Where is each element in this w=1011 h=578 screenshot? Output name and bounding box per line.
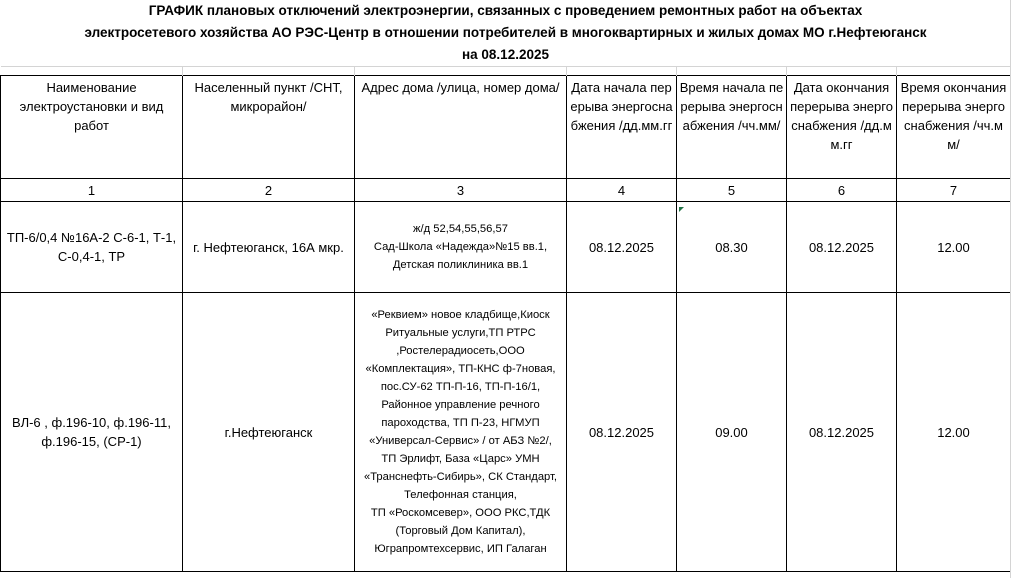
- column-number[interactable]: 4: [567, 179, 677, 202]
- title-line-3[interactable]: на 08.12.2025: [462, 47, 549, 62]
- title-line-2[interactable]: электросетевого хозяйства АО РЭС-Центр в отношении потребителей в многоквартирных и жилых домах МО г.Нефтеюганск: [84, 25, 927, 40]
- locality-cell[interactable]: г. Нефтеюганск, 16А мкр.: [183, 202, 355, 293]
- start-time-cell[interactable]: 09.00: [677, 293, 787, 572]
- end-time-cell[interactable]: 12.00: [897, 293, 1011, 572]
- installation-cell[interactable]: ТП-6/0,4 №16А-2 С-6-1, Т-1, С-0,4-1, ТР: [1, 202, 183, 293]
- end-time-cell[interactable]: 12.00: [897, 202, 1011, 293]
- start-time-cell[interactable]: 08.30: [677, 202, 787, 293]
- address-line: Телефонная станция,: [404, 489, 517, 501]
- header-end-date[interactable]: Дата окончания перерыва энергоснабжения /дд.мм.гг: [787, 76, 897, 179]
- address-line: Юграпромтехсервис, ИП Галаган: [374, 543, 547, 555]
- comment-indicator-icon: [679, 207, 684, 212]
- header-locality[interactable]: Населенный пункт /СНТ, микрорайон/: [183, 76, 355, 179]
- address-line: ж/д 52,54,55,56,57: [413, 223, 508, 235]
- address-line: ,Ростелерадиосеть,ООО: [396, 345, 525, 357]
- header-start-date[interactable]: Дата начала перерыва энергоснабжения /дд.мм.гг: [567, 76, 677, 179]
- address-line: «Универсал-Сервис» / от АБЗ №2/,: [369, 435, 552, 447]
- column-number[interactable]: 3: [355, 179, 567, 202]
- column-number[interactable]: 6: [787, 179, 897, 202]
- address-cell[interactable]: [355, 202, 567, 293]
- empty-cell[interactable]: [677, 67, 787, 76]
- empty-cell[interactable]: [355, 67, 567, 76]
- address-cell[interactable]: [355, 293, 567, 572]
- address-line: Районное управление речного: [381, 399, 540, 411]
- header-installation[interactable]: Наименование электроустановки и вид работ: [1, 76, 183, 179]
- installation-cell[interactable]: ВЛ-6 , ф.196-10, ф.196-11, ф.196-15, (СР-1): [1, 293, 183, 572]
- table-row: [1, 202, 1011, 293]
- header-row: [1, 76, 1011, 179]
- address-line: Ритуальные услуги,ТП РТРС: [385, 327, 536, 339]
- address-line: (Торговый Дом Капитал),: [395, 525, 526, 537]
- start-date-cell[interactable]: 08.12.2025: [567, 293, 677, 572]
- empty-cell[interactable]: [897, 67, 1011, 76]
- header-address[interactable]: Адрес дома /улица, номер дома/: [355, 76, 567, 179]
- header-end-time[interactable]: Время окончания перерыва энергоснабжения /чч.мм/: [897, 76, 1011, 179]
- address-line: «Транснефть-Сибирь», СК Стандарт,: [363, 471, 558, 483]
- end-date-cell[interactable]: 08.12.2025: [787, 202, 897, 293]
- column-number[interactable]: 7: [897, 179, 1011, 202]
- empty-cell[interactable]: [567, 67, 677, 76]
- header-start-time[interactable]: Время начала перерыва энергоснабжения /чч.мм/: [677, 76, 787, 179]
- address-line: ТП «Роскомсевер», ООО РКС,ТДК: [370, 507, 551, 519]
- address-line: пос.СУ-62 ТП-П-16, ТП-П-16/1,: [380, 381, 541, 393]
- locality-cell[interactable]: г.Нефтеюганск: [183, 293, 355, 572]
- column-number-row: [1, 179, 1011, 202]
- empty-cell[interactable]: [183, 67, 355, 76]
- title-line-1[interactable]: ГРАФИК плановых отключений электроэнергии, связанных с проведением ремонтных работ на объектах: [148, 3, 863, 18]
- column-number[interactable]: 5: [677, 179, 787, 202]
- address-line: Сад-Школа «Надежда»№15 вв.1,: [373, 241, 548, 253]
- address-line: Детская поликлиника вв.1: [392, 259, 529, 271]
- address-line: пароходства, ТП П-23, НГМУП: [381, 417, 540, 429]
- address-line: «Комплектация», ТП-КНС ф-7новая,: [365, 363, 556, 375]
- empty-cell[interactable]: [787, 67, 897, 76]
- column-number[interactable]: 2: [183, 179, 355, 202]
- table-row: [1, 293, 1011, 572]
- address-line: ТП Эрлифт, База «Царс» УМН: [381, 453, 540, 465]
- end-date-cell[interactable]: 08.12.2025: [787, 293, 897, 572]
- start-date-cell[interactable]: 08.12.2025: [567, 202, 677, 293]
- empty-cell[interactable]: [1, 67, 183, 76]
- column-number[interactable]: 1: [1, 179, 183, 202]
- address-line: «Реквием» новое кладбище,Киоск: [371, 309, 550, 321]
